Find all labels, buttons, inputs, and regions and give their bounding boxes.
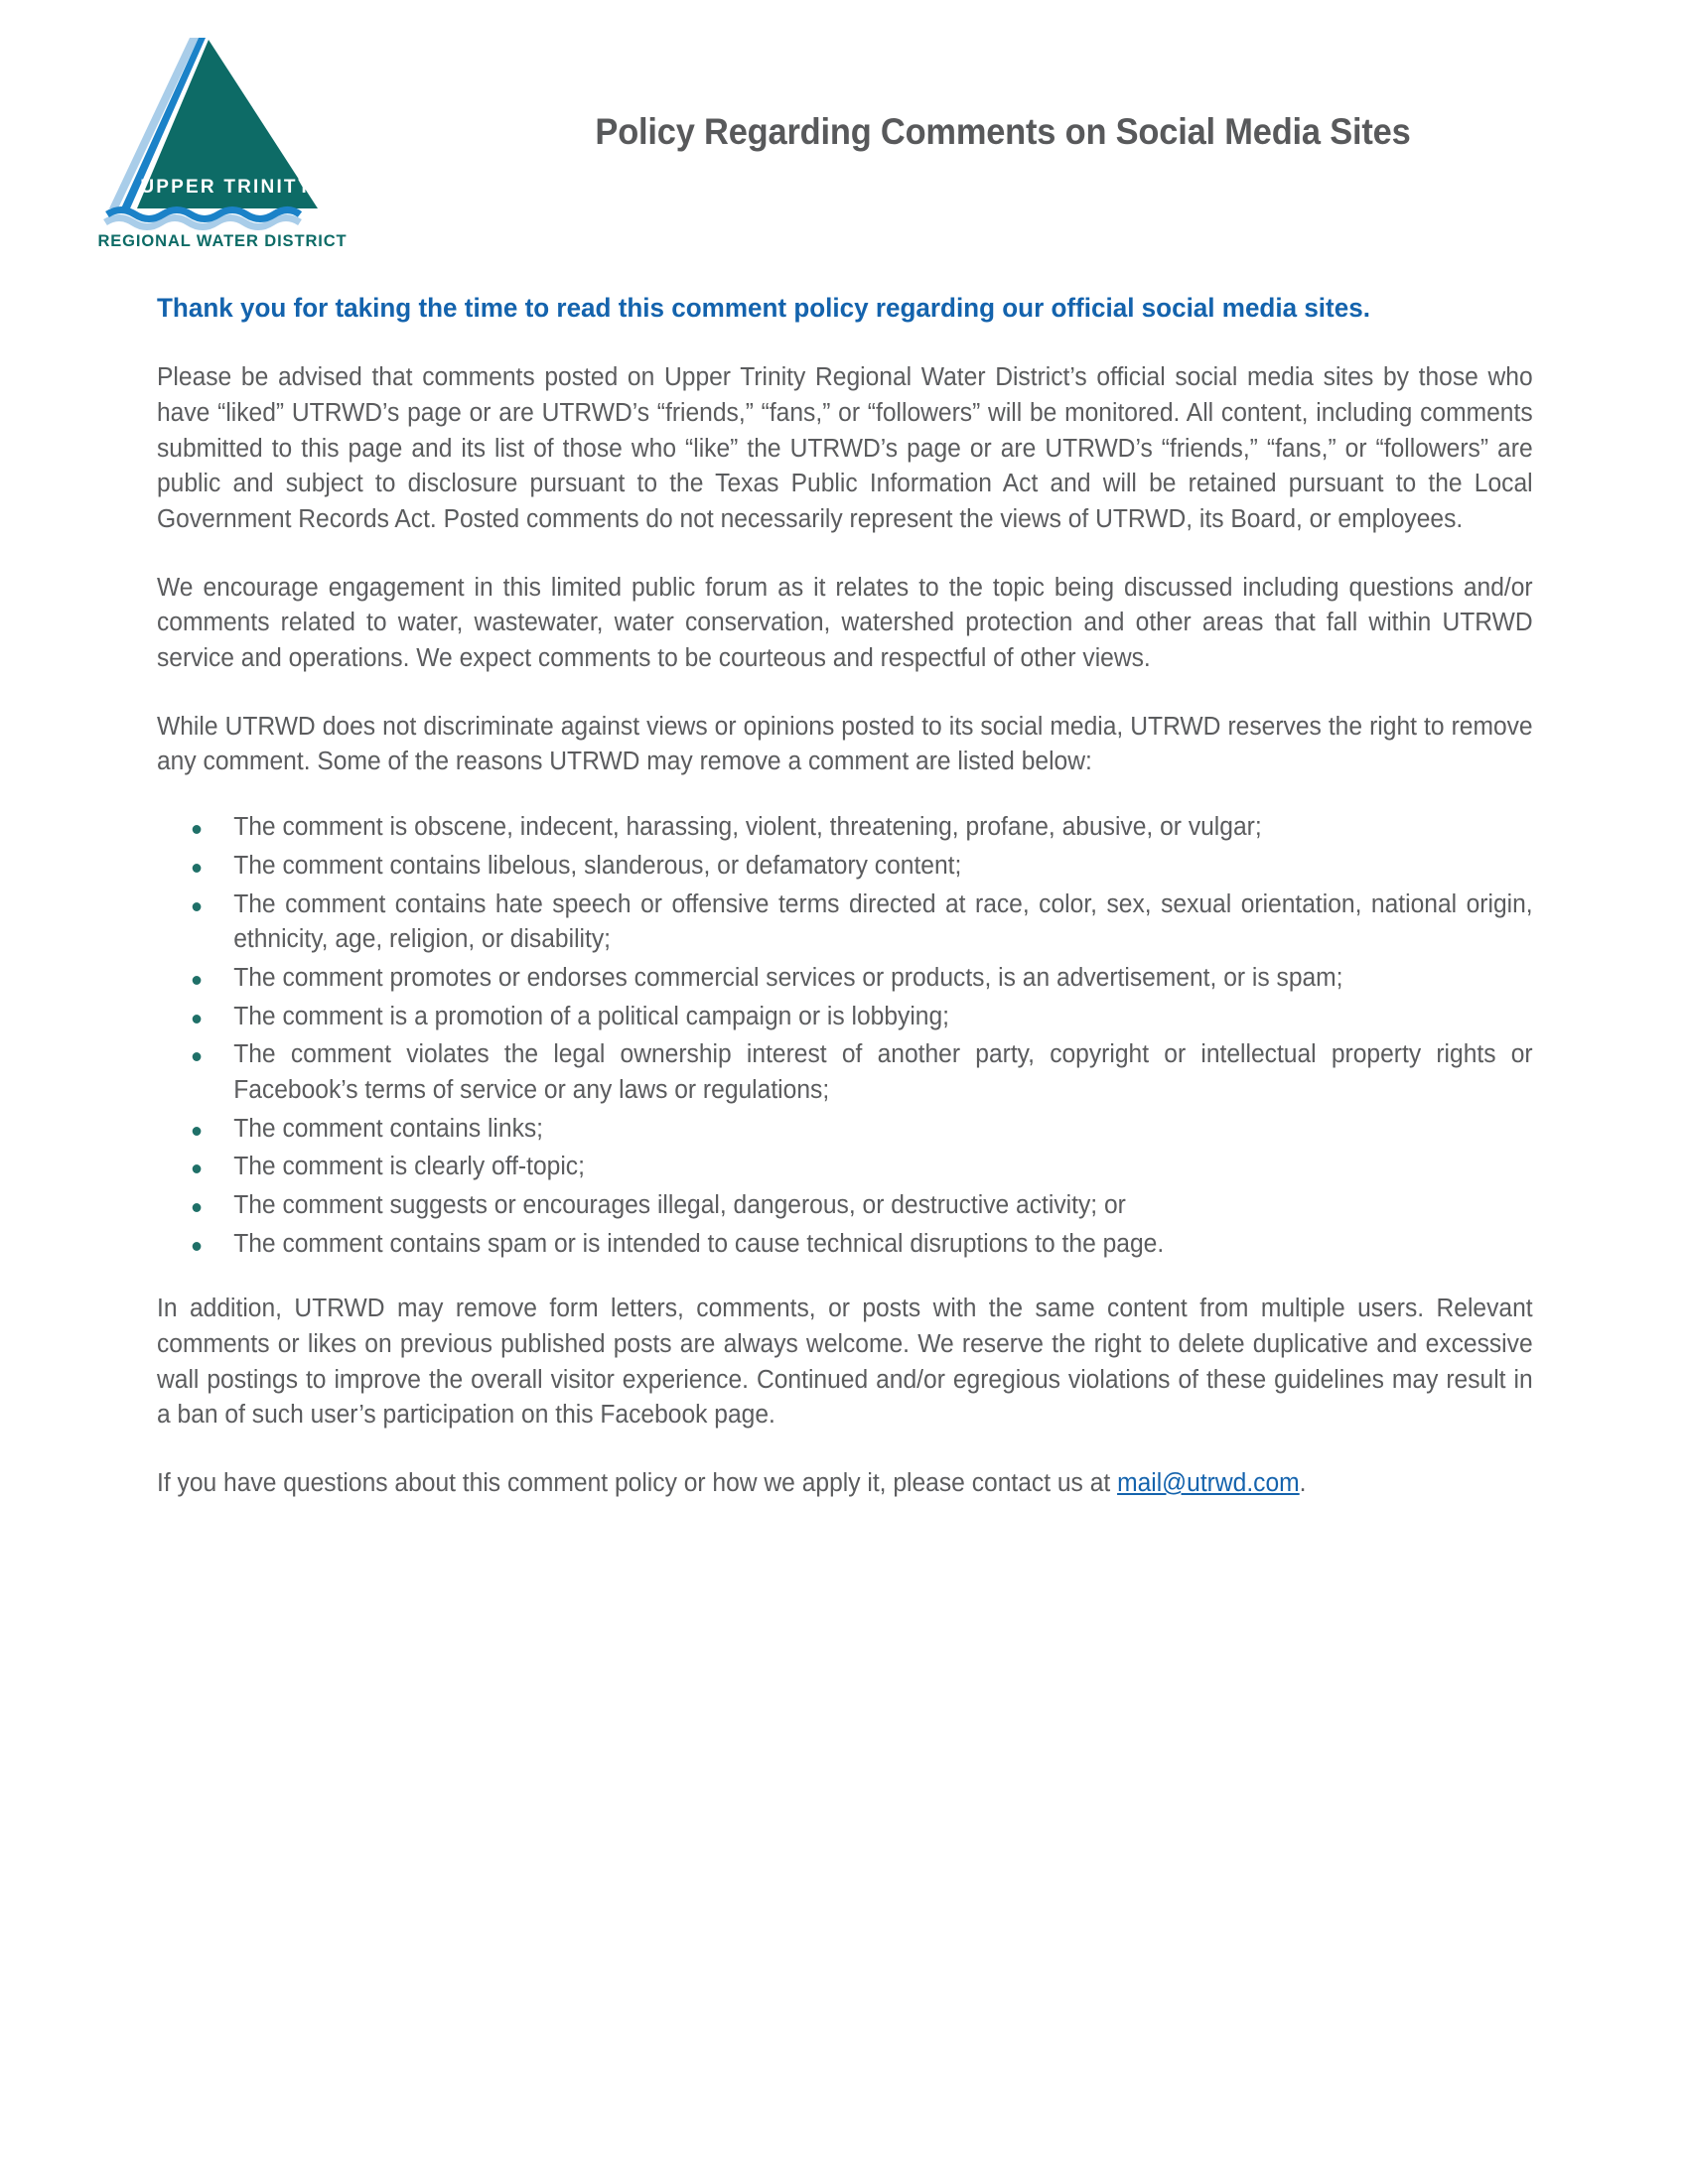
page-title: Policy Regarding Comments on Social Media Sites xyxy=(595,111,1411,152)
list-item-label: The comment is a promotion of a political campaign or is lobbying; xyxy=(233,1002,950,1030)
bullet-dot-icon xyxy=(193,1127,202,1136)
bullet-dot-icon xyxy=(193,976,202,985)
paragraph-contact xyxy=(157,1466,1533,1502)
list-item-label: The comment contains links; xyxy=(233,1114,544,1143)
list-item xyxy=(157,810,1533,846)
paragraph-engagement: We encourage engagement in this limited public forum as it relates to the topic being discussed including questions and/or comments related to water, wastewater, water conservation, watershed protection and other areas that fall within UTRWD service and operations. We expect comments to be courteous and respectful of other views. xyxy=(157,573,1533,673)
bullet-dot-icon xyxy=(193,1203,202,1212)
bullet-dot-icon xyxy=(193,1164,202,1173)
bullet-dot-icon xyxy=(193,825,202,834)
list-item xyxy=(157,1037,1533,1108)
paragraph-additional-removal: In addition, UTRWD may remove form letters, comments, or posts with the same content from multiple users. Relevant comments or likes on previous published posts are always welcome. We reserve the right to delete duplicative and excessive wall postings to improve the overall visitor experience. Continued and/or egregious violations of these guidelines may result in a ban of such user’s participation on this Facebook page. xyxy=(157,1295,1533,1430)
bullet-dot-icon xyxy=(193,864,202,873)
list-item-label: The comment is obscene, indecent, harassing, violent, threatening, profane, abusive, or vulgar; xyxy=(233,813,1262,842)
list-item xyxy=(157,1150,1533,1185)
document-header xyxy=(0,0,1688,268)
list-item-label: The comment is clearly off-topic; xyxy=(233,1153,585,1181)
list-item xyxy=(157,961,1533,997)
paragraph-removal-intro: While UTRWD does not discriminate against views or opinions posted to its social media, UTRWD reserves the right to remove any comment. Some of the reasons UTRWD may remove a comment are listed below: xyxy=(157,712,1533,776)
list-item-label: The comment contains libelous, slanderous, or defamatory content; xyxy=(233,851,962,880)
bullet-dot-icon xyxy=(193,902,202,911)
list-item xyxy=(157,1000,1533,1035)
bullet-dot-icon xyxy=(193,1015,202,1024)
list-item-label: The comment contains hate speech or offensive terms directed at race, color, sex, sexual orientation, national origin, ethnicity, age, religion, or disability; xyxy=(233,889,1533,954)
logo-triangle-text: UPPER TRINITY xyxy=(140,177,313,198)
removal-reasons-list xyxy=(157,810,1533,1262)
logo-subtitle-text: REGIONAL WATER DISTRICT xyxy=(97,232,348,250)
bullet-dot-icon xyxy=(193,1052,202,1061)
paragraph-monitoring: Please be advised that comments posted on Upper Trinity Regional Water District’s official social media sites by those who have “liked” UTRWD’s page or are UTRWD’s “friends,” “fans,” or “followers” will be monitored. All content, including comments submitted to this page and its list of those who “like” the UTRWD’s page or are UTRWD’s “friends,” “fans,” or “followers” are public and subject to disclosure pursuant to the Texas Public Information Act and will be retained pursuant to the Local Government Records Act. Posted comments do not necessarily represent the views of UTRWD, its Board, or employees. xyxy=(157,363,1533,533)
list-item-label: The comment violates the legal ownership interest of another party, copyright or intellectual property rights or Facebook’s terms of service or any laws or regulations; xyxy=(233,1040,1533,1104)
document-body xyxy=(157,290,1533,1535)
list-item xyxy=(157,849,1533,885)
utrwd-logo xyxy=(87,28,355,251)
lead-heading: Thank you for taking the time to read this comment policy regarding our official social media sites. xyxy=(157,293,1370,323)
list-item-label: The comment suggests or encourages illegal, dangerous, or destructive activity; or xyxy=(233,1191,1126,1219)
bullet-dot-icon xyxy=(193,1242,202,1251)
list-item-label: The comment promotes or endorses commercial services or products, is an advertisement, or is spam; xyxy=(233,963,1343,992)
contact-text-after: . xyxy=(1299,1469,1307,1498)
email-link[interactable]: mail@utrwd.com xyxy=(1117,1469,1300,1498)
list-item xyxy=(157,1112,1533,1148)
list-item-label: The comment contains spam or is intended to cause technical disruptions to the page. xyxy=(233,1229,1165,1258)
list-item xyxy=(157,1227,1533,1263)
list-item xyxy=(157,1188,1533,1224)
contact-text-before: If you have questions about this comment policy or how we apply it, please contact us at xyxy=(157,1469,1118,1498)
list-item xyxy=(157,887,1533,958)
